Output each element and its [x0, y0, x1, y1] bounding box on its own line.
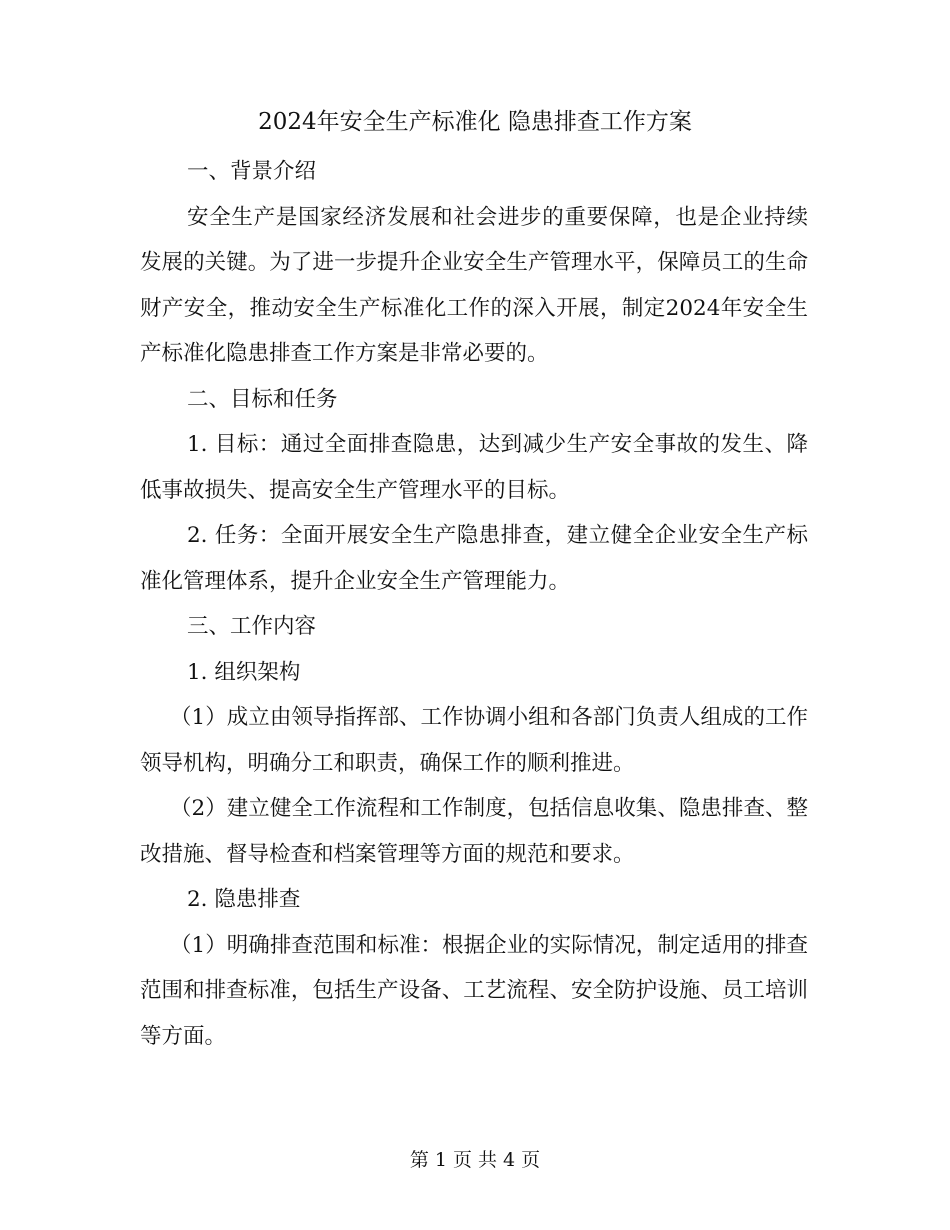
document-title: 2024年安全生产标准化 隐患排查工作方案	[258, 109, 692, 135]
paragraph-hazard-check-1: （1）明确排查范围和标准：根据企业的实际情况，制定适用的排查范围和排查标准，包括生产设备、工艺流程、安全防护设施、员工培训等方面。	[140, 932, 808, 1049]
paragraph-organization-2: （2）建立健全工作流程和工作制度，包括信息收集、隐患排查、整改措施、督导检查和档案管理等方面的规范和要求。	[140, 796, 808, 867]
section-heading-goals: 二、目标和任务	[187, 386, 338, 412]
section-heading-background: 一、背景介绍	[187, 159, 317, 184]
paragraph-goal: 1. 目标：通过全面排查隐患，达到减少生产安全事故的发生、降低事故损失、提高安全生产管理水平的目标。	[140, 432, 808, 503]
paragraph-task: 2. 任务：全面开展安全生产隐患排查，建立健全企业安全生产标准化管理体系，提升企业安全生产管理能力。	[140, 523, 808, 594]
document-body	[140, 149, 808, 1059]
subheading-hazard-check: 2. 隐患排查	[187, 887, 301, 912]
page-footer: 第 1 页 共 4 页	[409, 1149, 541, 1171]
section-heading-content: 三、工作内容	[187, 614, 317, 639]
paragraph-background: 安全生产是国家经济发展和社会进步的重要保障，也是企业持续发展的关键。为了进一步提升企业安全生产管理水平，保障员工的生命财产安全，推动安全生产标准化工作的深入开展，制定2024年安全生产标准化隐患排查工作方案是非常必要的。	[140, 204, 808, 366]
subheading-organization: 1. 组织架构	[187, 659, 301, 685]
paragraph-organization-1: （1）成立由领导指挥部、工作协调小组和各部门负责人组成的工作领导机构，明确分工和职责，确保工作的顺利推进。	[140, 705, 808, 776]
